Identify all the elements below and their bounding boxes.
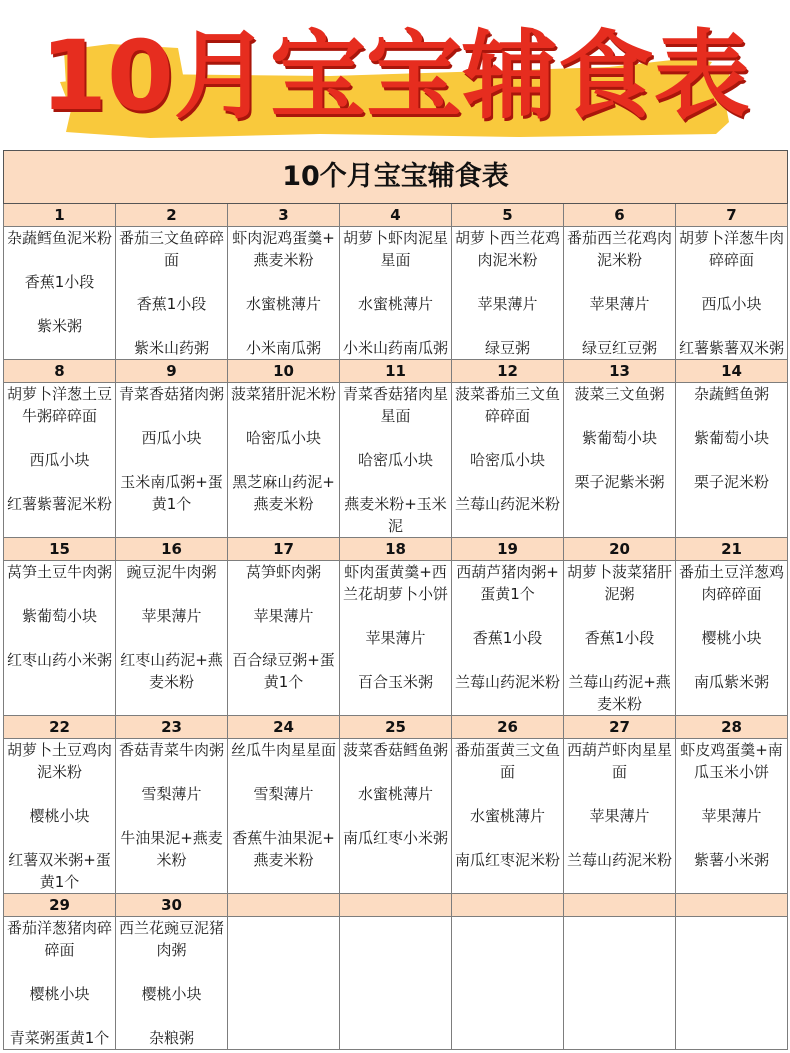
meal-item: 南瓜紫米粥	[693, 673, 769, 691]
meal-item: 香蕉1小段	[24, 273, 95, 291]
meal-item: 香蕉1小段	[472, 629, 543, 647]
day-meals-row	[4, 917, 788, 1050]
meal-item: 雪梨薄片	[253, 785, 314, 803]
day-number: 23	[116, 716, 228, 739]
day-meals-cell	[564, 227, 676, 360]
day-number: 20	[564, 538, 676, 561]
day-meals-row	[4, 739, 788, 894]
day-meals-cell	[228, 739, 340, 894]
meal-item: 香蕉1小段	[136, 295, 207, 313]
meal-item: 水蜜桃薄片	[245, 295, 321, 313]
meal-item: 紫薯小米粥	[693, 851, 769, 869]
day-meals-cell	[4, 561, 116, 716]
meal-item: 哈密瓜小块	[245, 429, 321, 447]
meal-item: 苹果薄片	[253, 607, 314, 625]
meal-item: 红薯紫薯双米粥	[678, 339, 784, 357]
meal-item: 兰莓山药泥米粉	[566, 851, 672, 869]
meal-item: 胡萝卜土豆鸡肉泥米粉	[6, 741, 112, 781]
empty-day-number-cell	[228, 894, 340, 917]
meal-item: 番茄土豆洋葱鸡肉碎碎面	[678, 563, 784, 603]
meal-item: 胡萝卜虾肉泥星星面	[342, 229, 448, 269]
meal-item: 青菜粥蛋黄1个	[9, 1029, 110, 1047]
meal-item: 西兰花豌豆泥猪肉粥	[118, 919, 224, 959]
meal-item: 红薯双米粥+蛋黄1个	[8, 851, 111, 891]
title-banner	[0, 0, 790, 150]
day-number: 6	[564, 204, 676, 227]
empty-day-number-cell	[564, 894, 676, 917]
day-meals-cell	[676, 739, 788, 894]
day-number-row	[4, 716, 788, 739]
meal-item: 樱桃小块	[701, 629, 762, 647]
day-number: 12	[452, 360, 564, 383]
day-number: 27	[564, 716, 676, 739]
meal-item: 牛油果泥+燕麦米粉	[120, 829, 223, 869]
meal-item: 紫葡萄小块	[21, 607, 97, 625]
meal-item: 绿豆粥	[484, 339, 530, 357]
meal-item: 番茄三文鱼碎碎面	[118, 229, 224, 269]
day-meals-cell	[116, 227, 228, 360]
meal-item: 玉米南瓜粥+蛋黄1个	[120, 473, 223, 513]
day-meals-cell	[228, 227, 340, 360]
empty-day-number-cell	[452, 894, 564, 917]
meal-item: 兰莓山药泥米粉	[454, 495, 560, 513]
table-header	[4, 151, 788, 204]
meal-item: 香蕉牛油果泥+燕麦米粉	[232, 829, 335, 869]
meal-item: 红枣山药泥+燕麦米粉	[120, 651, 223, 691]
day-meals-cell	[228, 383, 340, 538]
meal-item: 苹果薄片	[365, 629, 426, 647]
day-meals-row	[4, 561, 788, 716]
day-number: 5	[452, 204, 564, 227]
day-number: 30	[116, 894, 228, 917]
meal-item: 哈密瓜小块	[469, 451, 545, 469]
day-number-row	[4, 360, 788, 383]
meal-schedule-table	[3, 150, 788, 1050]
meal-item: 菠菜番茄三文鱼碎碎面	[454, 385, 560, 425]
day-number: 19	[452, 538, 564, 561]
meal-item: 兰莓山药泥+燕麦米粉	[568, 673, 671, 713]
meal-item: 西瓜小块	[29, 451, 90, 469]
meal-item: 南瓜红枣小米粥	[342, 829, 448, 847]
day-meals-cell	[676, 227, 788, 360]
meal-item: 香蕉1小段	[584, 629, 655, 647]
day-number: 8	[4, 360, 116, 383]
day-meals-cell	[340, 561, 452, 716]
day-number: 11	[340, 360, 452, 383]
meal-item: 虾肉蛋黄羹+西兰花胡萝卜小饼	[342, 563, 448, 603]
meal-item: 樱桃小块	[141, 985, 202, 1003]
day-meals-cell	[340, 739, 452, 894]
meal-item: 西瓜小块	[141, 429, 202, 447]
meal-item: 胡萝卜西兰花鸡肉泥米粉	[454, 229, 560, 269]
day-meals-cell	[340, 383, 452, 538]
meal-item: 红枣山药小米粥	[6, 651, 112, 669]
day-number: 26	[452, 716, 564, 739]
day-number: 14	[676, 360, 788, 383]
meal-item: 苹果薄片	[477, 295, 538, 313]
meal-item: 青菜香菇猪肉粥	[118, 385, 224, 403]
page-title: 10月宝宝辅食表	[40, 20, 750, 132]
day-number: 25	[340, 716, 452, 739]
day-meals-cell	[228, 561, 340, 716]
meal-item: 苹果薄片	[141, 607, 202, 625]
day-number: 18	[340, 538, 452, 561]
empty-day-meals-cell	[340, 917, 452, 1050]
day-meals-cell	[116, 561, 228, 716]
meal-item: 栗子泥紫米粥	[574, 473, 665, 491]
day-meals-cell	[564, 383, 676, 538]
meal-item: 紫米粥	[36, 317, 82, 335]
meal-item: 樱桃小块	[29, 985, 90, 1003]
day-meals-cell	[676, 561, 788, 716]
meal-item: 燕麦米粉+玉米泥	[344, 495, 447, 535]
meal-item: 苹果薄片	[589, 295, 650, 313]
meal-item: 苹果薄片	[589, 807, 650, 825]
meal-item: 绿豆红豆粥	[581, 339, 657, 357]
day-meals-row	[4, 383, 788, 538]
meal-item: 虾肉泥鸡蛋羹+燕麦米粉	[232, 229, 335, 269]
meal-item: 菠菜猪肝泥米粉	[230, 385, 336, 403]
day-number: 3	[228, 204, 340, 227]
day-meals-cell	[4, 383, 116, 538]
meal-item: 苹果薄片	[701, 807, 762, 825]
day-meals-cell	[116, 383, 228, 538]
empty-day-meals-cell	[452, 917, 564, 1050]
day-number: 7	[676, 204, 788, 227]
day-number: 4	[340, 204, 452, 227]
meal-item: 紫葡萄小块	[693, 429, 769, 447]
meal-item: 兰莓山药泥米粉	[454, 673, 560, 691]
empty-day-meals-cell	[676, 917, 788, 1050]
day-number: 28	[676, 716, 788, 739]
meal-item: 哈密瓜小块	[357, 451, 433, 469]
meal-item: 杂蔬鳕鱼粥	[693, 385, 769, 403]
meal-item: 南瓜红枣泥米粉	[454, 851, 560, 869]
day-meals-cell	[564, 561, 676, 716]
meal-item: 水蜜桃薄片	[357, 295, 433, 313]
empty-day-meals-cell	[228, 917, 340, 1050]
day-number: 21	[676, 538, 788, 561]
day-meals-cell	[452, 561, 564, 716]
day-number-row	[4, 204, 788, 227]
meal-item: 水蜜桃薄片	[357, 785, 433, 803]
empty-day-number-cell	[676, 894, 788, 917]
table-title: 10个月宝宝辅食表	[4, 151, 788, 204]
meal-item: 莴笋虾肉粥	[245, 563, 321, 581]
day-meals-cell	[340, 227, 452, 360]
meal-item: 杂蔬鳕鱼泥米粉	[6, 229, 112, 247]
day-meals-row	[4, 227, 788, 360]
day-meals-cell	[452, 383, 564, 538]
table-title-row	[4, 151, 788, 204]
day-number: 13	[564, 360, 676, 383]
meal-item: 杂粮粥	[148, 1029, 194, 1047]
meal-item: 水蜜桃薄片	[469, 807, 545, 825]
meal-item: 紫葡萄小块	[581, 429, 657, 447]
day-meals-cell	[452, 739, 564, 894]
meal-item: 香菇青菜牛肉粥	[118, 741, 224, 759]
meal-item: 樱桃小块	[29, 807, 90, 825]
day-number: 29	[4, 894, 116, 917]
meal-item: 胡萝卜洋葱牛肉碎碎面	[678, 229, 784, 269]
day-number-row	[4, 894, 788, 917]
day-number: 22	[4, 716, 116, 739]
meal-item: 红薯紫薯泥米粉	[6, 495, 112, 513]
meal-item: 小米南瓜粥	[245, 339, 321, 357]
day-number: 1	[4, 204, 116, 227]
empty-day-number-cell	[340, 894, 452, 917]
meal-item: 青菜香菇猪肉星星面	[342, 385, 448, 425]
meal-item: 西葫芦猪肉粥+蛋黄1个	[456, 563, 559, 603]
meal-item: 虾皮鸡蛋羹+南瓜玉米小饼	[680, 741, 783, 781]
schedule-body	[4, 204, 788, 1050]
meal-item: 豌豆泥牛肉粥	[126, 563, 217, 581]
meal-item: 菠菜三文鱼粥	[574, 385, 665, 403]
meal-item: 菠菜香菇鳕鱼粥	[342, 741, 448, 759]
day-number: 9	[116, 360, 228, 383]
day-number: 24	[228, 716, 340, 739]
day-number-row	[4, 538, 788, 561]
day-meals-cell	[452, 227, 564, 360]
meal-item: 胡萝卜洋葱土豆牛粥碎碎面	[6, 385, 112, 425]
day-meals-cell	[4, 227, 116, 360]
meal-item: 小米山药南瓜粥	[342, 339, 448, 357]
day-meals-cell	[4, 917, 116, 1050]
meal-item: 百合绿豆粥+蛋黄1个	[232, 651, 335, 691]
day-number: 17	[228, 538, 340, 561]
empty-day-meals-cell	[564, 917, 676, 1050]
meal-item: 番茄洋葱猪肉碎碎面	[6, 919, 112, 959]
day-number: 15	[4, 538, 116, 561]
day-meals-cell	[116, 739, 228, 894]
meal-item: 丝瓜牛肉星星面	[230, 741, 336, 759]
day-number: 2	[116, 204, 228, 227]
meal-item: 胡萝卜菠菜猪肝泥粥	[566, 563, 672, 603]
meal-item: 百合玉米粥	[357, 673, 433, 691]
meal-item: 西葫芦虾肉星星面	[566, 741, 672, 781]
meal-item: 栗子泥米粉	[693, 473, 769, 491]
meal-item: 西瓜小块	[701, 295, 762, 313]
day-meals-cell	[4, 739, 116, 894]
day-meals-cell	[676, 383, 788, 538]
meal-item: 番茄蛋黄三文鱼面	[454, 741, 560, 781]
day-meals-cell	[564, 739, 676, 894]
day-number: 16	[116, 538, 228, 561]
meal-item: 紫米山药粥	[133, 339, 209, 357]
meal-item: 雪梨薄片	[141, 785, 202, 803]
meal-item: 黑芝麻山药泥+燕麦米粉	[232, 473, 335, 513]
meal-item: 番茄西兰花鸡肉泥米粉	[566, 229, 672, 269]
day-number: 10	[228, 360, 340, 383]
meal-item: 莴笋土豆牛肉粥	[6, 563, 112, 581]
day-meals-cell	[116, 917, 228, 1050]
